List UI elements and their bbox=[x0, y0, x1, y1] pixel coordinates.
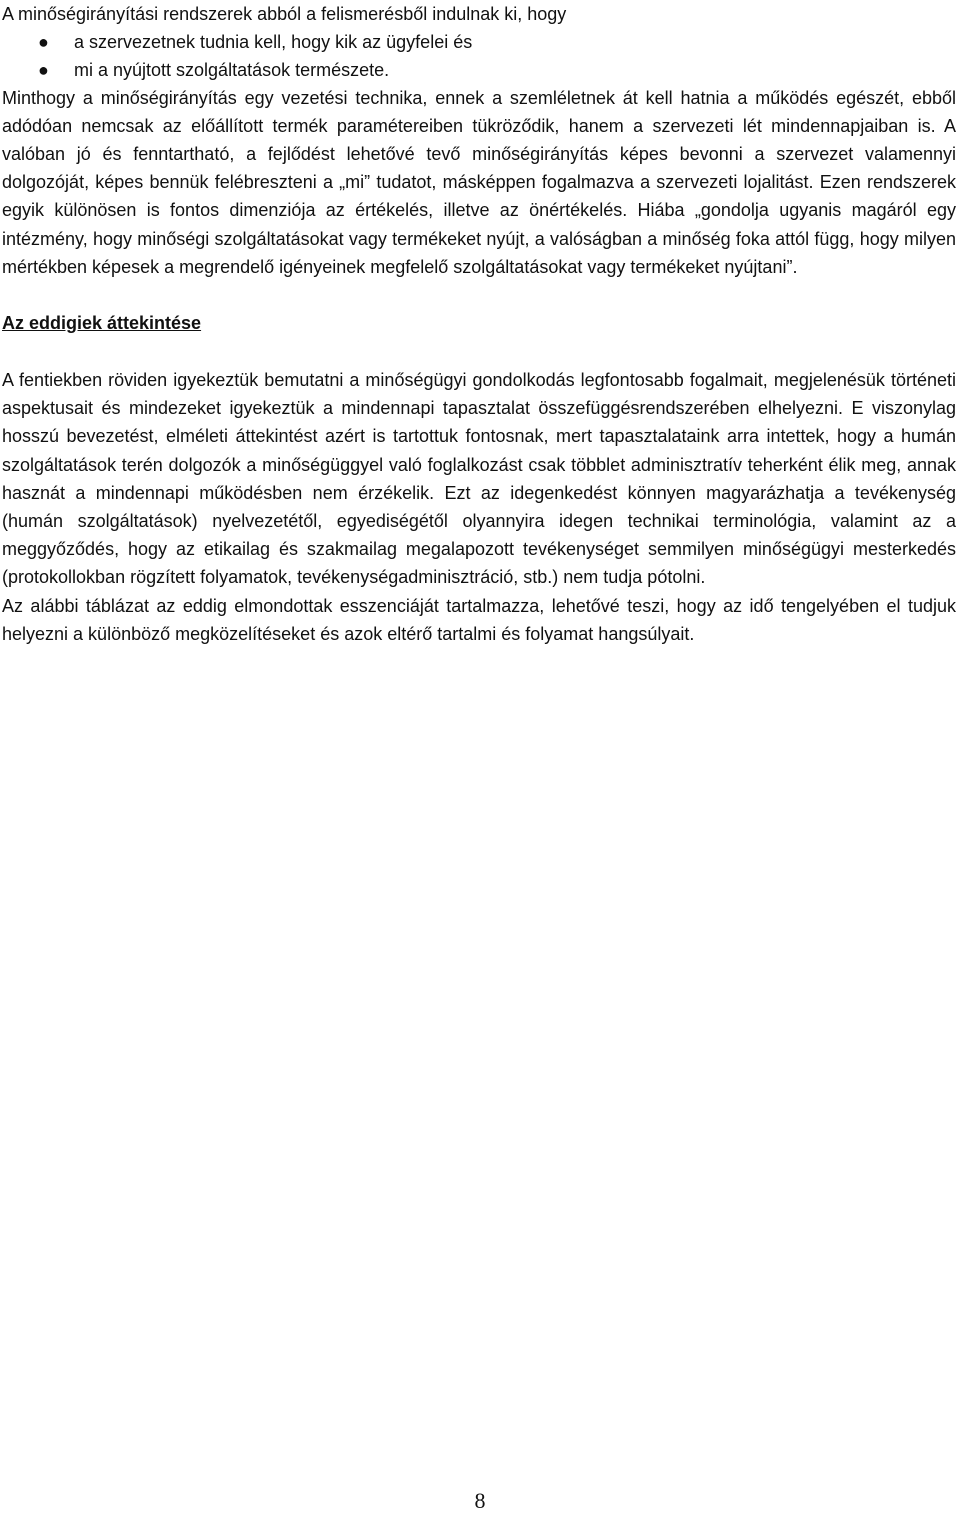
bullet-icon: ● bbox=[38, 32, 49, 53]
paragraph-table-intro: Az alábbi táblázat az eddig elmondottak esszenciáját tartalmazza, lehetővé teszi, hogy az idő tengelyében el tudjuk helyezni a különböző megközelítéseket és azok eltérő tartalmi és folyamat hangsúlyait. bbox=[2, 595, 956, 644]
bullet-text: a szervezetnek tudnia kell, hogy kik az ügyfelei és bbox=[74, 32, 473, 53]
bullet-list bbox=[2, 28, 956, 84]
intro-line: A minőségirányítási rendszerek abból a felismerésből indulnak ki, hogy bbox=[2, 4, 567, 24]
paragraph-overview: A fentiekben röviden igyekeztük bemutatni a minőségügyi gondolkodás legfontosabb fogalmait, megjelenésük történeti aspektusait és mindezeket igyekeztük a mindennapi tapasztalat összefüggésrendszerében elhelyezni. E viszonylag hosszú bevezetést, elméleti áttekintést azért is tartottuk fontosnak, mert tapasztalataink arra intettek, hogy a humán szolgáltatások terén dolgozók a minőségüggyel való foglalkozást csak többlet adminisztratív teherként élik meg, annak hasznát a mindennapi működésben nem érzékelik. Ezt az idegenkedést könnyen magyarázhatja a tevékenység (humán szolgáltatások) nyelvezetétől, egyediségétől olyannyira idegen technikai terminológia, valamint az a meggyőződés, hogy az etikailag és szakmailag megalapozott tevékenységet semmilyen minőségügyi mesterkedés (protokollokban rögzített folyamatok, tevékenységadminisztráció, stb.) nem tudja pótolni. bbox=[2, 370, 956, 588]
list-item bbox=[2, 28, 956, 56]
page-number: 8 bbox=[474, 1488, 486, 1513]
section-heading: Az eddigiek áttekintése bbox=[2, 313, 202, 334]
paragraph-quality-management: Minthogy a minőségirányítás egy vezetési technika, ennek a szemléletnek át kell hatnia a működés egészét, ebből adódóan nemcsak az előállított termék paramétereiben tükröződik, hanem a szervezeti lét mindennapjaiban is. A valóban jó és fenntartható, a fejlődést lehetővé tevő minőségirányítás képes bevonni a szervezet valamennyi dolgozóját, képes bennük felébreszteni a „mi” tudatot, másképpen fogalmazva a szervezeti lojalitást. Ezen rendszerek egyik különösen is fontos dimenziója az értékelés, illetve az önértékelés. Hiába „gondolja ugyanis magáról egy intézmény, hogy minőségi szolgáltatásokat vagy termékeket nyújt, a valóságban a minőség foka attól függ, hogy milyen mértékben képesek a megrendelő igényeinek megfelelő szolgáltatásokat vagy termékeket nyújtani”. bbox=[2, 87, 956, 277]
document-body bbox=[2, 0, 956, 648]
bullet-text: mi a nyújtott szolgáltatások természete. bbox=[74, 60, 390, 81]
bullet-icon: ● bbox=[38, 60, 49, 81]
list-item bbox=[2, 56, 956, 84]
